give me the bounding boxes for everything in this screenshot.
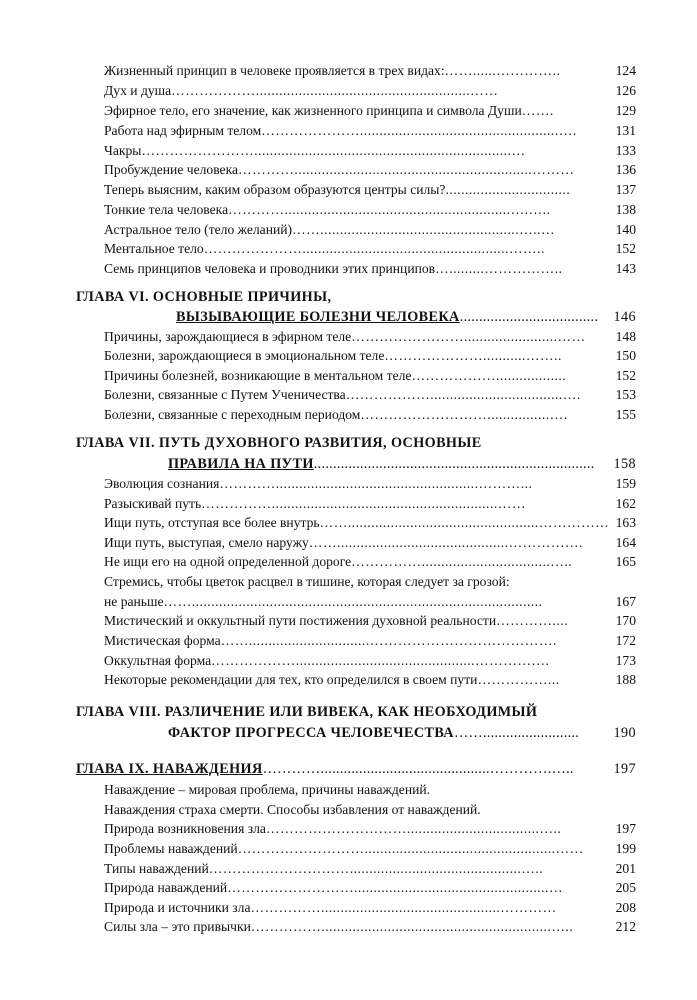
page-number: 143 bbox=[615, 261, 636, 276]
page-number: 152 bbox=[615, 241, 636, 256]
chapter-heading[interactable]: ГЛАВА VII. ПУТЬ ДУХОВНОГО РАЗВИТИЯ, ОСНОВНЫЕ bbox=[76, 435, 482, 451]
page-number: 167 bbox=[615, 594, 636, 609]
toc-entry[interactable]: Жизненный принцип в человеке проявляется в трех видах:……......………….. 124 bbox=[104, 63, 636, 78]
toc-entry[interactable]: Ментальное тело………………….....................................................…….. 152 bbox=[104, 241, 636, 256]
toc-entry[interactable]: Теперь выясним, каким образом образуются центры силы?................................ 137 bbox=[104, 182, 636, 197]
page-number: 158 bbox=[613, 456, 636, 472]
chapter-heading-continued[interactable]: ФАКТОР ПРОГРЕССА ЧЕЛОВЕЧЕСТВА……......................... 190 bbox=[168, 725, 636, 741]
toc-entry[interactable]: Мистическая форма……...............................…………………………………. 172 bbox=[104, 633, 636, 648]
toc-entry[interactable]: Болезни, зарождающиеся в эмоциональном теле…………………...........…….. 150 bbox=[104, 348, 636, 363]
toc-entry[interactable]: Эволюция сознания…………....................................................………... 159 bbox=[104, 476, 636, 491]
chapter-heading-continued[interactable]: ПРАВИЛА НА ПУТИ......................................................................... 158 bbox=[168, 456, 636, 472]
page-number: 201 bbox=[615, 861, 636, 876]
page-number: 146 bbox=[613, 309, 636, 325]
toc-entry[interactable]: Причины, зарождающиеся в эфирном теле……………………........................…… 148 bbox=[104, 329, 636, 344]
page-number: 197 bbox=[613, 761, 636, 777]
page-number: 170 bbox=[615, 613, 636, 628]
page-number: 199 bbox=[615, 841, 636, 856]
toc-entry[interactable]: Ищи путь, отступая все более внутрь…….................................................…………… 163 bbox=[104, 515, 636, 530]
toc-entry[interactable]: Семь принципов человека и проводники этих принципов….........…………….. 143 bbox=[104, 261, 636, 276]
toc-entry[interactable]: Силы зла – это привычки……………...........................................................….. 212 bbox=[104, 919, 636, 934]
page-number: 137 bbox=[615, 182, 636, 197]
toc-entry[interactable]: Ищи путь, выступая, смело наружу……............................................……………. 164 bbox=[104, 535, 636, 550]
page-number: 152 bbox=[615, 368, 636, 383]
page-number: 162 bbox=[615, 496, 636, 511]
toc-entry-text[interactable]: Наваждение – мировая проблема, причины наваждений. bbox=[104, 782, 431, 797]
toc-entry[interactable]: Астральное тело (тело желаний)……...................................................…..… 140 bbox=[104, 222, 636, 237]
page-number: 126 bbox=[615, 83, 636, 98]
page-number: 136 bbox=[615, 162, 636, 177]
page-number: 150 bbox=[615, 348, 636, 363]
chapter-heading-continued[interactable]: ВЫЗЫВАЮЩИЕ БОЛЕЗНИ ЧЕЛОВЕКА.................................... 146 bbox=[176, 309, 636, 325]
toc-entry[interactable]: не раньше…….......................................................................................... 167 bbox=[104, 594, 636, 609]
page-number: 159 bbox=[615, 476, 636, 491]
chapter-heading[interactable]: ГЛАВА IX. НАВАЖДЕНИЯ…………............................................………….….. 197 bbox=[76, 761, 636, 777]
page-number: 197 bbox=[615, 821, 636, 836]
toc-entry[interactable]: Типы наваждений…………………………............................................….. 201 bbox=[104, 861, 636, 876]
page-number: 153 bbox=[615, 387, 636, 402]
toc-entry[interactable]: Природа возникновения зла…………………………..................................….. 197 bbox=[104, 821, 636, 836]
toc-entry[interactable]: Эфирное тело, его значение, как жизненного принципа и символа Души……. 129 bbox=[104, 103, 636, 118]
page-number: 140 bbox=[615, 222, 636, 237]
page-number: 155 bbox=[615, 407, 636, 422]
toc-entry[interactable]: Работа над эфирным телом…………………...................................................…. 131 bbox=[104, 123, 636, 138]
page-number: 124 bbox=[615, 63, 636, 78]
toc-entry-text[interactable]: Стремись, чтобы цветок расцвел в тишине, которая следует за грозой: bbox=[104, 574, 510, 589]
page-number: 131 bbox=[615, 123, 636, 138]
toc-entry[interactable]: Тонкие тела человека…………..........................................................….….. 138 bbox=[104, 202, 636, 217]
chapter-heading[interactable]: ГЛАВА VIII. РАЗЛИЧЕНИЕ ИЛИ ВИВЕКА, КАК НЕОБХОДИМЫЙ bbox=[76, 704, 538, 720]
page-number: 129 bbox=[615, 103, 636, 118]
page-number: 212 bbox=[615, 919, 636, 934]
page-number: 205 bbox=[615, 880, 636, 895]
toc-entry[interactable]: Болезни, связанные с переходным периодом………………………................…. 155 bbox=[104, 407, 636, 422]
page-number: 188 bbox=[615, 672, 636, 687]
page-number: 148 bbox=[615, 329, 636, 344]
page-number: 164 bbox=[615, 535, 636, 550]
toc-entry[interactable]: Мистический и оккультный пути постижения духовной реальности………….... 170 bbox=[104, 613, 636, 628]
toc-entry[interactable]: Чакры……………………..................................................................… 133 bbox=[104, 143, 636, 158]
page-number: 172 bbox=[615, 633, 636, 648]
toc-entry[interactable]: Природа наваждений………………………..................................................… 205 bbox=[104, 880, 636, 895]
page-number: 173 bbox=[615, 653, 636, 668]
toc-entry[interactable]: Не ищи его на одной определенной дороге…………….................................….. 165 bbox=[104, 554, 636, 569]
toc-entry[interactable]: Проблемы наваждений……………………….................................................…… 199 bbox=[104, 841, 636, 856]
toc-entry-text[interactable]: Наваждения страха смерти. Способы избавления от наваждений. bbox=[104, 802, 481, 817]
toc-entry[interactable]: Оккультная форма………………..............................................……………. 173 bbox=[104, 653, 636, 668]
page-number: 165 bbox=[615, 554, 636, 569]
toc-entry[interactable]: Болезни, связанные с Путем Ученичества………………..................................…. 153 bbox=[104, 387, 636, 402]
toc-entry[interactable]: Некоторые рекомендации для тех, кто определился в своем пути……………... 188 bbox=[104, 672, 636, 687]
page-number: 208 bbox=[615, 900, 636, 915]
page-number: 138 bbox=[615, 202, 636, 217]
toc-entry[interactable]: Природа и источники зла……………..............................................………… 208 bbox=[104, 900, 636, 915]
chapter-heading[interactable]: ГЛАВА VI. ОСНОВНЫЕ ПРИЧИНЫ, bbox=[76, 289, 332, 305]
toc-entry[interactable]: Дух и душа……………….......................................................…… 126 bbox=[104, 83, 636, 98]
page-number: 163 bbox=[615, 515, 636, 530]
page-number: 133 bbox=[615, 143, 636, 158]
toc-entry[interactable]: Причины болезней, возникающие в ментальном теле……………….................. 152 bbox=[104, 368, 636, 383]
toc-entry[interactable]: Разыскивай путь……………..........................................................…… 162 bbox=[104, 496, 636, 511]
toc-entry[interactable]: Пробуждение человека………….............................................................……… 136 bbox=[104, 162, 636, 177]
page-number: 190 bbox=[613, 725, 636, 741]
